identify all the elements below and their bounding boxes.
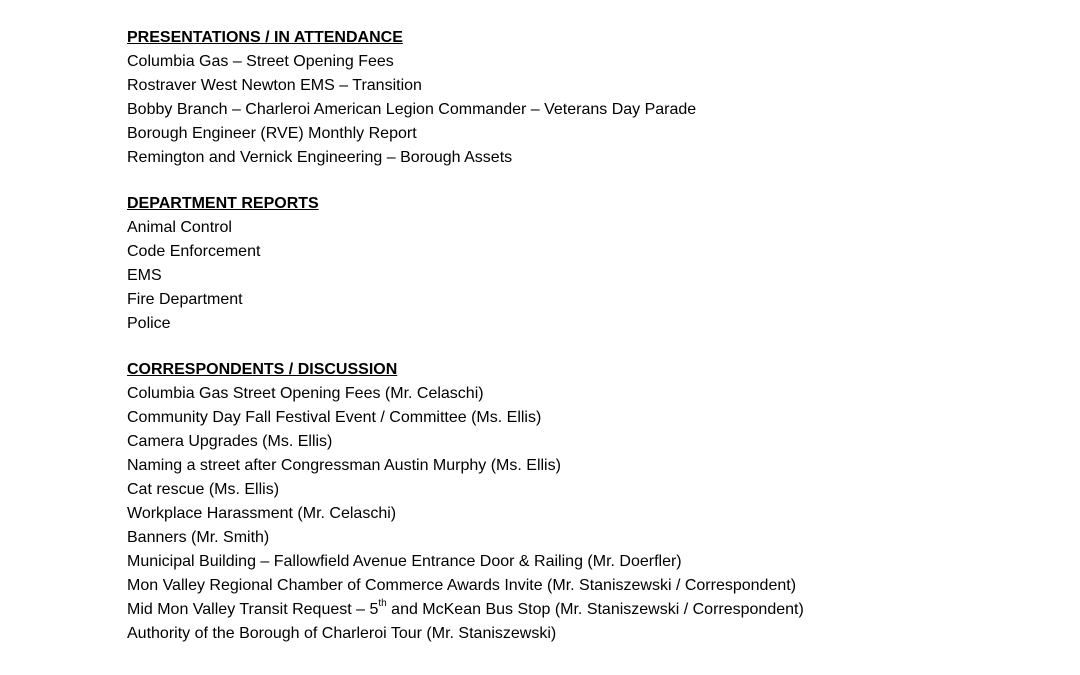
- list-item: Fire Department: [127, 291, 243, 308]
- section-heading-department-reports: DEPARTMENT REPORTS: [127, 195, 319, 212]
- list-item: Animal Control: [127, 219, 232, 236]
- document-content: [127, 26, 1027, 668]
- list-item: Authority of the Borough of Charleroi Tour (Mr. Staniszewski): [127, 625, 557, 642]
- list-item: Police: [127, 315, 171, 332]
- transit-item-text-start: Mid Mon Valley Transit Request – 5: [127, 601, 379, 618]
- list-item: Rostraver West Newton EMS – Transition: [127, 77, 422, 94]
- section-heading-presentations: PRESENTATIONS / IN ATTENDANCE: [127, 29, 403, 46]
- list-item: Remington and Vernick Engineering – Borough Assets: [127, 149, 513, 166]
- list-item: Columbia Gas Street Opening Fees (Mr. Celaschi): [127, 385, 484, 402]
- list-item: EMS: [127, 267, 162, 284]
- list-item: Naming a street after Congressman Austin Murphy (Ms. Ellis): [127, 457, 561, 474]
- list-item: Cat rescue (Ms. Ellis): [127, 481, 280, 498]
- list-item: Community Day Fall Festival Event / Committee (Ms. Ellis): [127, 409, 542, 426]
- transit-item-text-end: and McKean Bus Stop (Mr. Staniszewski / Correspondent): [386, 601, 804, 618]
- section-heading-correspondents: CORRESPONDENTS / DISCUSSION: [127, 361, 398, 378]
- section-presentations: [127, 26, 1027, 170]
- list-item: Borough Engineer (RVE) Monthly Report: [127, 125, 417, 142]
- list-item-transit-request: [127, 598, 1027, 622]
- ordinal-superscript: th: [378, 597, 387, 609]
- section-department-reports: [127, 192, 1027, 336]
- list-item: Mon Valley Regional Chamber of Commerce Awards Invite (Mr. Staniszewski / Correspondent): [127, 577, 797, 594]
- list-item: Camera Upgrades (Ms. Ellis): [127, 433, 333, 450]
- list-item: Banners (Mr. Smith): [127, 529, 270, 546]
- list-item: Bobby Branch – Charleroi American Legion Commander – Veterans Day Parade: [127, 101, 697, 118]
- list-item: Municipal Building – Fallowfield Avenue Entrance Door & Railing (Mr. Doerfler): [127, 553, 682, 570]
- list-item: Workplace Harassment (Mr. Celaschi): [127, 505, 397, 522]
- section-correspondents-discussion: [127, 358, 1027, 646]
- list-item: Columbia Gas – Street Opening Fees: [127, 53, 394, 70]
- list-item: Code Enforcement: [127, 243, 261, 260]
